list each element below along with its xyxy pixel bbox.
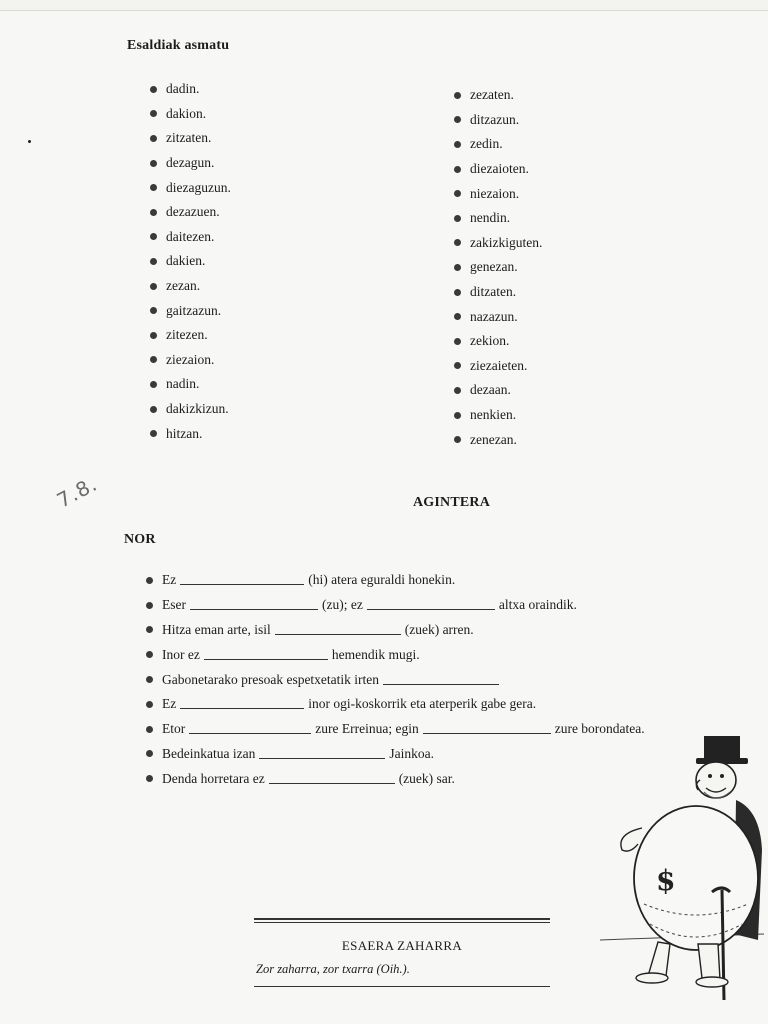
list-item: nendin. [454, 206, 542, 231]
answer-blank[interactable] [367, 608, 495, 610]
list-item: ditzazun. [454, 108, 542, 133]
bullet-icon [150, 209, 157, 216]
dollar-sign: $ [656, 864, 676, 897]
top-hat-crown [704, 736, 740, 760]
answer-blank[interactable] [259, 757, 385, 759]
bullet-icon [454, 362, 461, 369]
bullet-icon [150, 160, 157, 167]
list-item: zitezen. [150, 323, 231, 348]
handwritten-note: 7.8. [52, 471, 102, 513]
exercise-item: Bedeinkatua izan Jainkoa. [146, 742, 645, 767]
belly [634, 806, 758, 950]
bullet-icon [150, 86, 157, 93]
bullet-icon [150, 381, 157, 388]
bullet-icon [454, 338, 461, 345]
list-item: zezaten. [454, 83, 542, 108]
list-item: nenkien. [454, 403, 542, 428]
shoe-left [636, 973, 668, 983]
answer-blank[interactable] [180, 707, 304, 709]
list-item: dakion. [150, 102, 231, 127]
exercise-list [146, 568, 645, 791]
list-item: dezagun. [150, 151, 231, 176]
bullet-icon [454, 116, 461, 123]
saying-quote: Zor zaharra, zor txarra (Oih.). [256, 962, 410, 976]
list-item: zedin. [454, 132, 542, 157]
list-item: zakizkiguten. [454, 231, 542, 256]
section-subtitle-nor: NOR [124, 532, 156, 547]
list-item: zezan. [150, 274, 231, 299]
bullet-icon [146, 726, 153, 733]
list-item: genezan. [454, 255, 542, 280]
bullet-icon [146, 577, 153, 584]
saying-box-top-rule [254, 918, 550, 920]
list-item: zenezan. [454, 427, 542, 452]
bullet-icon [150, 356, 157, 363]
word-list-right [454, 83, 542, 452]
bullet-icon [454, 264, 461, 271]
word-list-left [150, 77, 231, 446]
page-edge [0, 0, 768, 11]
saying-box-bottom-rule [254, 986, 550, 987]
bullet-icon [150, 233, 157, 240]
list-item: diezaguzun. [150, 175, 231, 200]
ink-speck [28, 140, 31, 143]
bullet-icon [454, 166, 461, 173]
exercise-item: Ez (hi) atera eguraldi honekin. [146, 568, 645, 593]
rich-man-dollar-icon [600, 728, 764, 1004]
bullet-icon [454, 412, 461, 419]
bullet-icon [146, 750, 153, 757]
list-item: diezaioten. [454, 157, 542, 182]
bullet-icon [150, 406, 157, 413]
bullet-icon [454, 239, 461, 246]
bullet-icon [150, 184, 157, 191]
bullet-icon [454, 313, 461, 320]
exercise-item: Gabonetarako presoak espetxetatik irten [146, 667, 645, 692]
answer-blank[interactable] [189, 732, 311, 734]
list-item: ditzaten. [454, 280, 542, 305]
answer-blank[interactable] [180, 583, 304, 585]
answer-blank[interactable] [190, 608, 318, 610]
bullet-icon [150, 332, 157, 339]
bullet-icon [454, 436, 461, 443]
bullet-icon [150, 258, 157, 265]
list-item: dezazuen. [150, 200, 231, 225]
shoe-right [696, 977, 728, 987]
bullet-icon [454, 190, 461, 197]
list-item: ziezaieten. [454, 354, 542, 379]
answer-blank[interactable] [383, 683, 499, 685]
list-item: daitezen. [150, 225, 231, 250]
exercise-item: Denda horretara ez (zuek) sar. [146, 766, 645, 791]
bullet-icon [150, 135, 157, 142]
list-item: dezaan. [454, 378, 542, 403]
bullet-icon [150, 110, 157, 117]
bullet-icon [146, 651, 153, 658]
list-item: zekion. [454, 329, 542, 354]
bullet-icon [454, 289, 461, 296]
list-item: zitzaten. [150, 126, 231, 151]
section-title-esaldiak: Esaldiak asmatu [127, 38, 230, 53]
bullet-icon [146, 626, 153, 633]
bullet-icon [454, 92, 461, 99]
saying-box-top-rule-thin [254, 922, 550, 923]
bullet-icon [454, 141, 461, 148]
exercise-item: Etor zure Erreinua; egin zure borondatea. [146, 717, 645, 742]
bullet-icon [146, 676, 153, 683]
bullet-icon [454, 215, 461, 222]
answer-blank[interactable] [269, 782, 395, 784]
bullet-icon [146, 775, 153, 782]
saying-title: ESAERA ZAHARRA [341, 938, 463, 953]
list-item: niezaion. [454, 181, 542, 206]
exercise-item: Eser (zu); ez altxa oraindik. [146, 593, 645, 618]
list-item: nadin. [150, 372, 231, 397]
exercise-item: Hitza eman arte, isil (zuek) arren. [146, 618, 645, 643]
list-item: ziezaion. [150, 348, 231, 373]
section-title-agintera: AGINTERA [413, 495, 491, 510]
bullet-icon [150, 430, 157, 437]
answer-blank[interactable] [204, 658, 328, 660]
bullet-icon [150, 307, 157, 314]
list-item: dadin. [150, 77, 231, 102]
exercise-item: Inor ez hemendik mugi. [146, 642, 645, 667]
list-item: gaitzazun. [150, 298, 231, 323]
list-item: hitzan. [150, 421, 231, 446]
bullet-icon [146, 701, 153, 708]
exercise-item: Ez inor ogi-koskorrik eta aterperik gabe gera. [146, 692, 645, 717]
list-item: nazazun. [454, 304, 542, 329]
list-item: dakien. [150, 249, 231, 274]
bullet-icon [454, 387, 461, 394]
answer-blank[interactable] [423, 732, 551, 734]
list-item: dakizkizun. [150, 397, 231, 422]
answer-blank[interactable] [275, 633, 401, 635]
bullet-icon [146, 602, 153, 609]
bullet-icon [150, 283, 157, 290]
